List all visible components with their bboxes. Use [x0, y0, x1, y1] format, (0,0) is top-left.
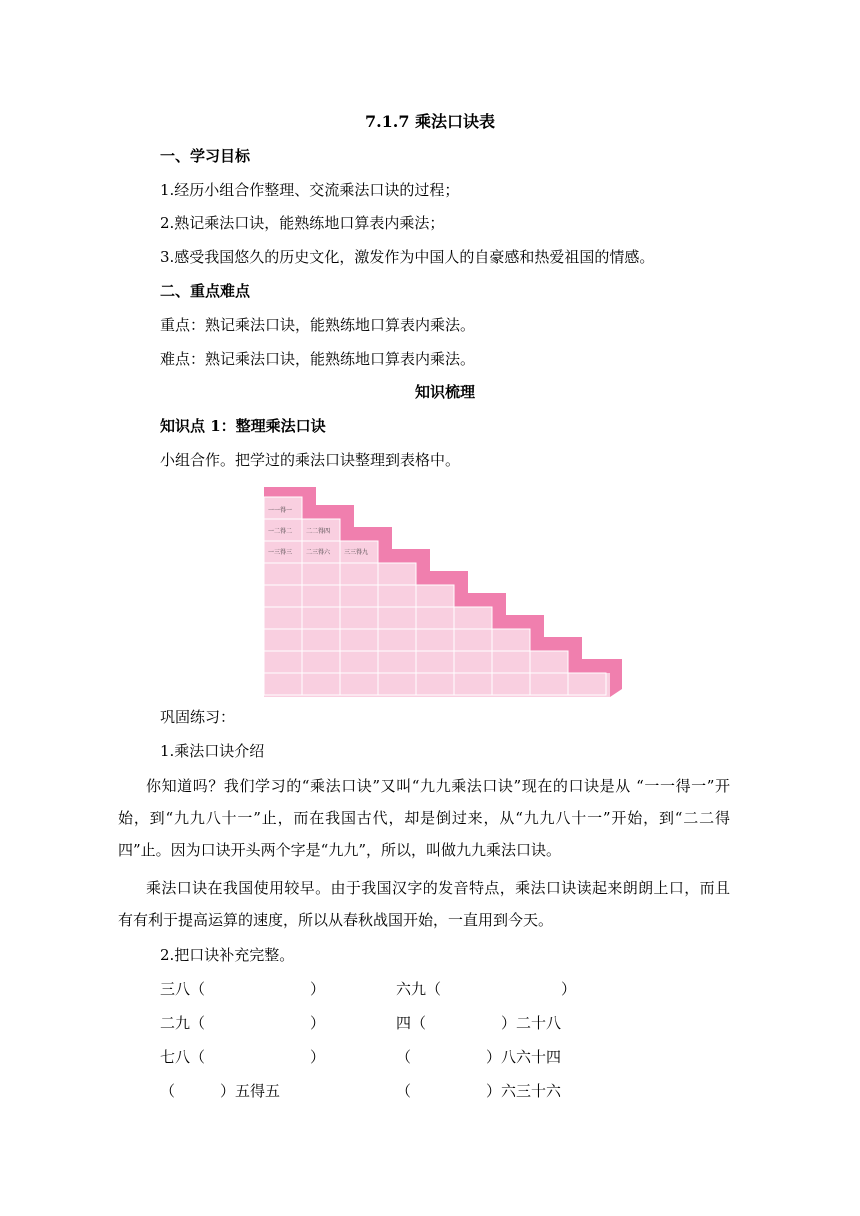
objective-item: 1.经历小组合作整理、交流乘法口诀的过程； — [160, 181, 460, 199]
table-cell: 一一得一 — [268, 507, 293, 514]
fill-blank-item: （ ）六三十六 — [396, 1082, 562, 1100]
intro-paragraph-2: 乘法口诀在我国使用较早。由于我国汉字的发音特点，乘法口诀读起来朗朗上口，而且有有利于提高运算的速度，所以从春秋战国开始，一直用到今天。 — [118, 879, 730, 929]
practice-heading: 巩固练习： — [160, 708, 236, 726]
fill-blank-item: （ ）五得五 — [160, 1082, 281, 1100]
table-cell: 一二得二 — [268, 528, 293, 535]
page-title: 7.1.7 乘法口诀表 — [364, 112, 496, 131]
table-cell: 二三得六 — [306, 549, 331, 556]
staircase-face — [264, 497, 610, 697]
fill-blank-item: 二九（ ） — [160, 1014, 326, 1032]
fill-blank-item: 七八（ ） — [160, 1048, 326, 1066]
key-point-text: 重点：熟记乘法口诀，能熟练地口算表内乘法。 — [160, 316, 476, 334]
objective-item: 2.熟记乘法口诀，能熟练地口算表内乘法； — [160, 214, 445, 232]
knowledge-heading: 知识梳理 — [414, 383, 475, 401]
intro-paragraph-1: 你知道吗？我们学习的“乘法口诀”又叫“九九乘法口诀”现在的口诀是从 “一一得一”开始，到“九九八十一”止，而在我国古代，却是倒过来，从“九九八十一”开始，到“二二得四”止。因为口诀开头两个字是“九九”，所以，叫做九九乘法口诀。 — [118, 777, 730, 859]
section-heading-objectives: 一、学习目标 — [160, 147, 251, 165]
objective-item: 3.感受我国悠久的历史文化，激发作为中国人的自豪感和热爱祖国的情感。 — [160, 248, 655, 266]
multiplication-table-figure — [264, 487, 622, 697]
table-cell: 二二得四 — [306, 528, 331, 535]
fill-blank-item: 四（ ）二十八 — [396, 1014, 562, 1032]
section-heading-key-points: 二、重点难点 — [160, 282, 251, 300]
table-cell: 三三得九 — [344, 549, 369, 556]
fill-blank-item: 六九（ ） — [396, 980, 577, 998]
knowledge-point-title: 知识点 1：整理乘法口诀 — [160, 417, 326, 435]
fill-blank-item: 三八（ ） — [160, 980, 326, 998]
question-2-title: 2.把口诀补充完整。 — [160, 946, 295, 964]
table-cell: 一三得三 — [268, 549, 293, 556]
fill-blank-item: （ ）八六十四 — [396, 1048, 562, 1066]
instruction-text: 小组合作。把学过的乘法口诀整理到表格中。 — [160, 451, 461, 469]
question-1-title: 1.乘法口诀介绍 — [160, 742, 265, 760]
difficulty-text: 难点：熟记乘法口诀，能熟练地口算表内乘法。 — [160, 350, 476, 368]
